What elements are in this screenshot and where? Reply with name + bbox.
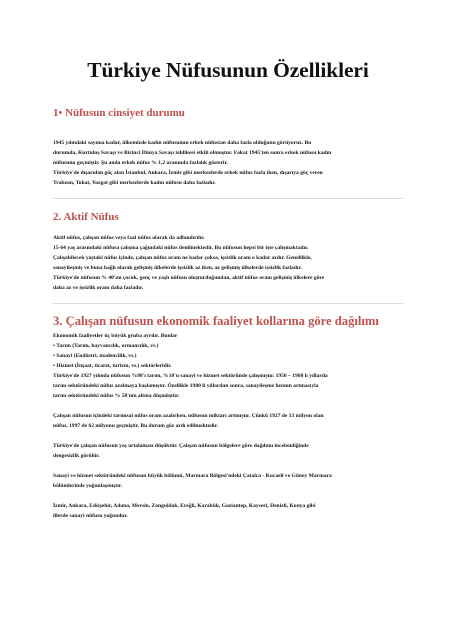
paragraph-line: Sanayi ve hizmet sektöründeki nüfusun büyük bölümü, Marmara Bölgesi'ndeki Çatalca - Kocaeli ve Güney Marmara (53, 473, 332, 479)
section-gender-body (53, 138, 403, 188)
paragraph-line: tarım sektöründeki nüfus azalmaya başlamıştır. Özellikle 1980 li yıllardan sonra, sanayileşme hızının artmasıyla (53, 383, 319, 389)
bullet-item-agriculture: • Tarım (Tarım, hayvancılık, ormancılık, vs.) (53, 343, 159, 349)
section-active-population-body (53, 233, 403, 293)
paragraph-line: Ekonomik faaliyetler üç büyük gruba ayrılır. Bunlar (53, 333, 178, 339)
paragraph-line: Türkiye'de çalışan nüfusun yaş ortalaması düşüktür. Çalışan nüfusun bölgelere göre dağılımı incelendiğinde (53, 443, 309, 449)
section-economic-sectors-body (53, 331, 403, 521)
paragraph-line: İzmir, Ankara, Eskişehir, Adana, Mersin, Zonguldak, Ereğli, Karabük, Gaziantep, Kayseri, Denizli, Konya gibi (53, 503, 316, 509)
paragraph-line: 1945 yılındaki sayıma kadar, ülkemizde kadın nüfusunun erkek nüfustan daha fazla olduğunu görüyoruz. Bu (53, 140, 312, 146)
paragraph-line: tarım sektöründeki nüfus % 50'nin altına düşmüştür. (53, 393, 180, 399)
paragraph-line: sanayileşmiş ve buna bağlı olarak gelişmiş ülkelerde işsizlik az iken, az gelişmiş ülkelerde işsizlik fazladır. (53, 265, 302, 271)
paragraph-line: 15-64 yaş arasındaki nüfusa çalışma çağındaki nüfus denilmektedir. Bu nüfusun hepsi bir işte çalışmaktadır. (53, 245, 309, 251)
paragraph-line: nüfus, 1997 de 62 milyonu geçmiştir. Bu durum göz ardı edilmektedir. (53, 423, 218, 429)
paragraph-line: durumda, Kurtuluş Savaşı ve Birinci Dünya Savaşı tehlikesi etkili olmuştur. Fakat 1945'ten sonra erkek nüfusu kadın (53, 150, 332, 156)
paragraph-line: nüfusunu geçmiştir. Şu anda erkek nüfus % 1,2 oranında fazlalık gösterir. (53, 160, 228, 166)
paragraph-line: bölümlerinde yoğunlaşmıştır. (53, 483, 123, 489)
paragraph-line: Çalışabilecek yaştaki nüfus içinde, çalışan nüfus oranı ne kadar çoksa, işsizlik oranı o kadar azdır. Genellikle, (53, 255, 312, 261)
paragraph-gap (53, 491, 403, 501)
paragraph-line: Türkiye'de nüfusun % 40'ını çocuk, genç ve yaşlı nüfusu oluşturduğundan, aktif nüfus oranı gelişmiş ülkelere göre (53, 275, 325, 281)
paragraph-line: Çalışan nüfusun içindeki tarımsal nüfus oranı azalırken, nüfusun miktarı artmıştır. Çünkü 1927 de 13 milyon olan (53, 413, 324, 419)
paragraph-gap (53, 401, 403, 411)
bullet-item-industry: • Sanayi (Endüstri, madencilik, vs.) (53, 353, 137, 359)
paragraph-line: Türkiye'de 1927 yılında nüfusun %90'ı tarım, %10'u sanayi ve hizmet sektöründe çalışmıştır. 1950 – 1960 lı yıllarda (53, 373, 328, 379)
section-heading-economic-sectors: 3. Çalışan nüfusun ekonomik faaliyet kollarına göre dağılımı (53, 314, 379, 328)
paragraph-line: Aktif nüfus, çalışan nüfus veya faal nüfus olarak da adlandırılır. (53, 235, 205, 241)
paragraph-line: daha az ve işsizlik oranı daha fazladır. (53, 285, 144, 291)
section-heading-gender: 1• Nüfusun cinsiyet durumu (53, 107, 185, 119)
paragraph-gap (53, 431, 403, 441)
paragraph-gap (53, 461, 403, 471)
paragraph-line: illerde sanayi nüfusu yoğundur. (53, 513, 128, 519)
section-divider (53, 303, 403, 304)
page-title: Türkiye Nüfusunun Özellikleri (87, 58, 369, 82)
section-divider (53, 198, 403, 199)
paragraph-line: Trabzon, Tokat, Yozgat gibi merkezlerde kadın nüfusu daha fazladır. (53, 180, 216, 186)
section-heading-active-population: 2. Aktif Nüfus (53, 211, 119, 223)
paragraph-line: dengesizlik görülür. (53, 453, 100, 459)
bullet-item-services: • Hizmet (İnşaat, ticaret, turizm, vs.) sektörleridir. (53, 363, 172, 369)
paragraph-line: Türkiye'de dışarıdan göç alan İstanbul, Ankara, İzmir gibi merkezlerde erkek nüfus fazla iken, dışarıya göç veren (53, 170, 323, 176)
